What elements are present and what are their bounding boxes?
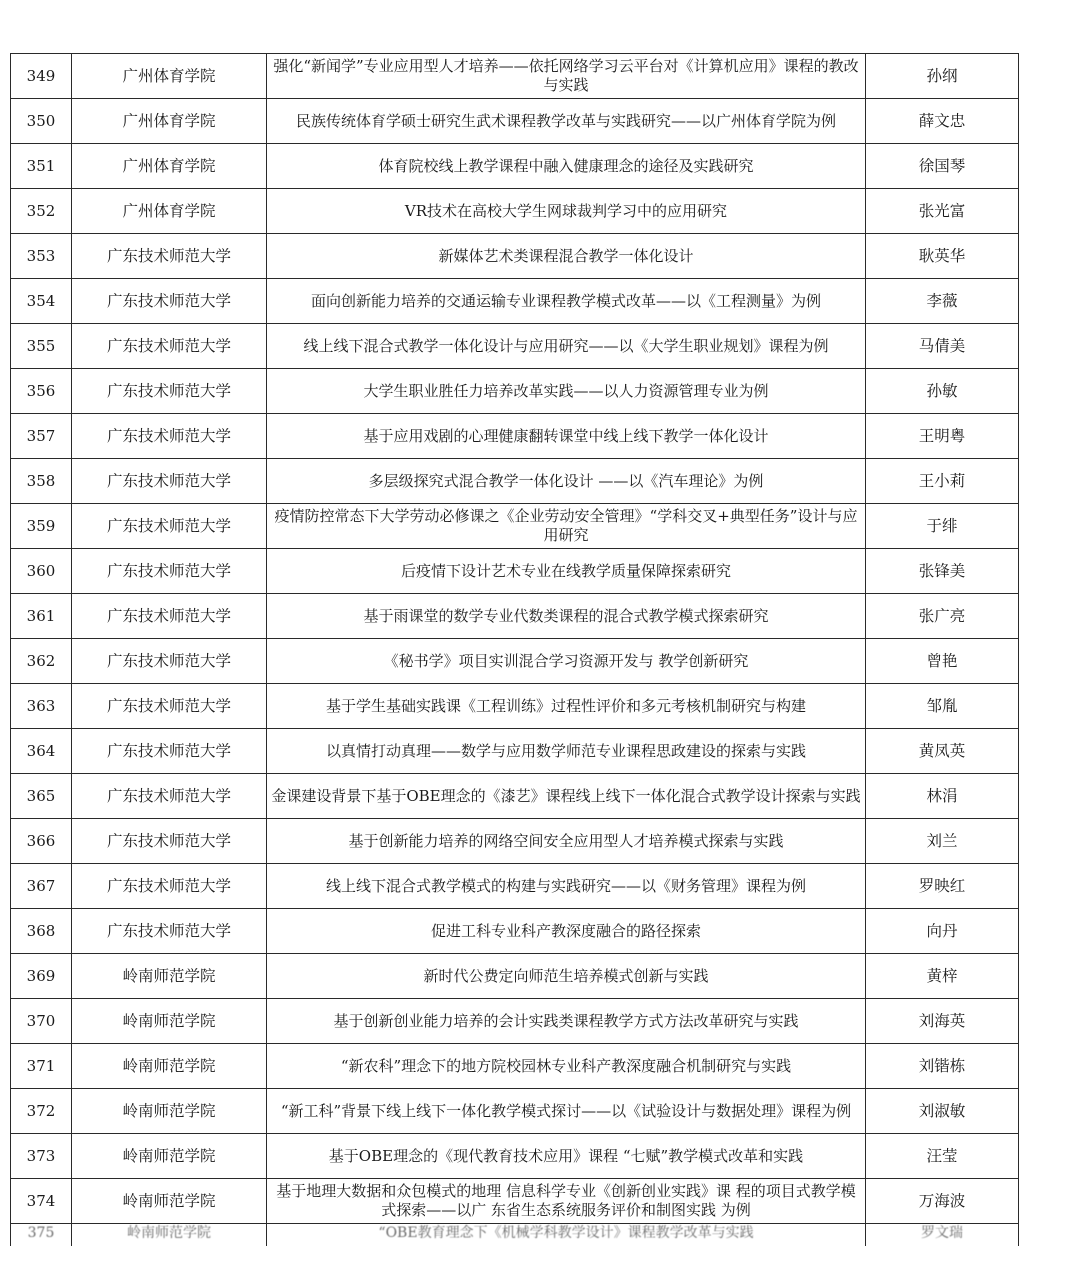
- table-row: [11, 729, 1019, 774]
- row-project-title: “新农科”理念下的地方院校园林专业科产教深度融合机制研究与实践: [267, 1044, 866, 1089]
- row-project-title: 疫情防控常态下大学劳动必修课之《企业劳动安全管理》“学科交叉+典型任务”设计与应用研究: [267, 504, 866, 549]
- row-institution: 岭南师范学院: [72, 1044, 267, 1089]
- row-number: 371: [11, 1044, 72, 1089]
- row-person: 罗映红: [866, 864, 1019, 909]
- row-project-title: 新时代公费定向师范生培养模式创新与实践: [267, 954, 866, 999]
- row-institution: 广东技术师范大学: [72, 369, 267, 414]
- row-project-title: 促进工科专业科产教深度融合的路径探索: [267, 909, 866, 954]
- table-row: [11, 369, 1019, 414]
- row-project-title: 面向创新能力培养的交通运输专业课程教学模式改革——以《工程测量》为例: [267, 279, 866, 324]
- row-project-title: 体育院校线上教学课程中融入健康理念的途径及实践研究: [267, 144, 866, 189]
- row-number: 353: [11, 234, 72, 279]
- row-person: 罗文瑞: [866, 1224, 1019, 1247]
- table-row: [11, 864, 1019, 909]
- row-institution: 广东技术师范大学: [72, 774, 267, 819]
- row-person: 张锋美: [866, 549, 1019, 594]
- row-institution: 广东技术师范大学: [72, 459, 267, 504]
- row-project-title: 《秘书学》项目实训混合学习资源开发与 教学创新研究: [267, 639, 866, 684]
- row-project-title: 线上线下混合式教学模式的构建与实践研究——以《财务管理》课程为例: [267, 864, 866, 909]
- row-project-title: 基于地理大数据和众包模式的地理 信息科学专业《创新创业实践》课 程的项目式教学模式探索——以广 东省生态系统服务评价和制图实践 为例: [267, 1179, 866, 1224]
- row-project-title: “新工科”背景下线上线下一体化教学模式探讨——以《试验设计与数据处理》课程为例: [267, 1089, 866, 1134]
- row-institution: 广东技术师范大学: [72, 909, 267, 954]
- row-person: 王小莉: [866, 459, 1019, 504]
- row-person: 刘海英: [866, 999, 1019, 1044]
- row-institution: 广东技术师范大学: [72, 864, 267, 909]
- table-row-cut-off: [11, 1224, 1019, 1247]
- row-institution: 岭南师范学院: [72, 999, 267, 1044]
- row-project-title: 大学生职业胜任力培养改革实践——以人力资源管理专业为例: [267, 369, 866, 414]
- project-list-table: [10, 53, 1019, 1246]
- table-row: [11, 414, 1019, 459]
- row-person: 马倩美: [866, 324, 1019, 369]
- row-number: 350: [11, 99, 72, 144]
- row-project-title: 基于OBE理念的《现代教育技术应用》课程 “七赋”教学模式改革和实践: [267, 1134, 866, 1179]
- table-row: [11, 459, 1019, 504]
- row-project-title: VR技术在高校大学生网球裁判学习中的应用研究: [267, 189, 866, 234]
- table-row: [11, 1089, 1019, 1134]
- row-institution: 岭南师范学院: [72, 1134, 267, 1179]
- row-institution: 岭南师范学院: [72, 1224, 267, 1247]
- row-number: 358: [11, 459, 72, 504]
- table-row: [11, 1044, 1019, 1089]
- row-institution: 广东技术师范大学: [72, 504, 267, 549]
- table-row: [11, 999, 1019, 1044]
- table-row: [11, 819, 1019, 864]
- row-project-title: 线上线下混合式教学一体化设计与应用研究——以《大学生职业规划》课程为例: [267, 324, 866, 369]
- row-person: 王明粤: [866, 414, 1019, 459]
- row-project-title: 基于学生基础实践课《工程训练》过程性评价和多元考核机制研究与构建: [267, 684, 866, 729]
- row-project-title: 后疫情下设计艺术专业在线教学质量保障探索研究: [267, 549, 866, 594]
- table-row: [11, 504, 1019, 549]
- row-number: 355: [11, 324, 72, 369]
- row-person: 曾艳: [866, 639, 1019, 684]
- row-project-title: 新媒体艺术类课程混合教学一体化设计: [267, 234, 866, 279]
- row-institution: 广东技术师范大学: [72, 594, 267, 639]
- row-project-title: 基于创新创业能力培养的会计实践类课程教学方式方法改革研究与实践: [267, 999, 866, 1044]
- row-institution: 广东技术师范大学: [72, 414, 267, 459]
- row-person: 孙敏: [866, 369, 1019, 414]
- row-person: 于绯: [866, 504, 1019, 549]
- table-row: [11, 1179, 1019, 1224]
- row-number: 370: [11, 999, 72, 1044]
- row-number: 356: [11, 369, 72, 414]
- row-person: 耿英华: [866, 234, 1019, 279]
- row-project-title: “OBE教育理念下《机械学科教学设计》课程教学改革与实践: [267, 1224, 866, 1247]
- row-person: 张光富: [866, 189, 1019, 234]
- row-institution: 广东技术师范大学: [72, 549, 267, 594]
- row-person: 薛文忠: [866, 99, 1019, 144]
- row-institution: 广东技术师范大学: [72, 234, 267, 279]
- row-person: 李薇: [866, 279, 1019, 324]
- table-row: [11, 189, 1019, 234]
- row-number: 357: [11, 414, 72, 459]
- row-project-title: 基于应用戏剧的心理健康翻转课堂中线上线下教学一体化设计: [267, 414, 866, 459]
- row-person: 黄梓: [866, 954, 1019, 999]
- row-number: 351: [11, 144, 72, 189]
- row-person: 孙纲: [866, 54, 1019, 99]
- row-person: 林涓: [866, 774, 1019, 819]
- table-row: [11, 324, 1019, 369]
- row-number: 372: [11, 1089, 72, 1134]
- row-institution: 岭南师范学院: [72, 1179, 267, 1224]
- row-number: 359: [11, 504, 72, 549]
- row-person: 刘兰: [866, 819, 1019, 864]
- table-row: [11, 684, 1019, 729]
- row-project-title: 金课建设背景下基于OBE理念的《漆艺》课程线上线下一体化混合式教学设计探索与实践: [267, 774, 866, 819]
- row-number: 374: [11, 1179, 72, 1224]
- row-project-title: 基于创新能力培养的网络空间安全应用型人才培养模式探索与实践: [267, 819, 866, 864]
- table-body: [11, 54, 1019, 1247]
- row-number: 369: [11, 954, 72, 999]
- row-number: 352: [11, 189, 72, 234]
- row-institution: 广东技术师范大学: [72, 639, 267, 684]
- row-person: 邹胤: [866, 684, 1019, 729]
- row-number: 360: [11, 549, 72, 594]
- table-row: [11, 549, 1019, 594]
- row-number: 364: [11, 729, 72, 774]
- row-project-title: 民族传统体育学硕士研究生武术课程教学改革与实践研究——以广州体育学院为例: [267, 99, 866, 144]
- row-person: 徐国琴: [866, 144, 1019, 189]
- table-row: [11, 909, 1019, 954]
- row-project-title: 以真情打动真理——数学与应用数学师范专业课程思政建设的探索与实践: [267, 729, 866, 774]
- row-number: 354: [11, 279, 72, 324]
- row-number: 365: [11, 774, 72, 819]
- row-project-title: 多层级探究式混合教学一体化设计 ——以《汽车理论》为例: [267, 459, 866, 504]
- row-institution: 岭南师范学院: [72, 1089, 267, 1134]
- row-institution: 广东技术师范大学: [72, 684, 267, 729]
- table-row: [11, 774, 1019, 819]
- table-row: [11, 234, 1019, 279]
- row-project-title: 基于雨课堂的数学专业代数类课程的混合式教学模式探索研究: [267, 594, 866, 639]
- row-institution: 广东技术师范大学: [72, 819, 267, 864]
- table-row: [11, 1134, 1019, 1179]
- row-person: 刘淑敏: [866, 1089, 1019, 1134]
- row-number: 375: [11, 1224, 72, 1247]
- row-institution: 广东技术师范大学: [72, 324, 267, 369]
- row-person: 刘锴栋: [866, 1044, 1019, 1089]
- row-number: 366: [11, 819, 72, 864]
- row-person: 黄凤英: [866, 729, 1019, 774]
- row-institution: 广州体育学院: [72, 99, 267, 144]
- table-row: [11, 54, 1019, 99]
- row-institution: 广州体育学院: [72, 144, 267, 189]
- row-number: 367: [11, 864, 72, 909]
- row-institution: 广州体育学院: [72, 189, 267, 234]
- row-number: 362: [11, 639, 72, 684]
- row-number: 368: [11, 909, 72, 954]
- row-person: 向丹: [866, 909, 1019, 954]
- row-institution: 广东技术师范大学: [72, 279, 267, 324]
- row-person: 汪莹: [866, 1134, 1019, 1179]
- row-institution: 广州体育学院: [72, 54, 267, 99]
- table-row: [11, 954, 1019, 999]
- row-institution: 岭南师范学院: [72, 954, 267, 999]
- row-person: 张广亮: [866, 594, 1019, 639]
- row-number: 373: [11, 1134, 72, 1179]
- row-number: 361: [11, 594, 72, 639]
- table-row: [11, 594, 1019, 639]
- row-person: 万海波: [866, 1179, 1019, 1224]
- table-row: [11, 279, 1019, 324]
- table-row: [11, 144, 1019, 189]
- row-number: 363: [11, 684, 72, 729]
- row-institution: 广东技术师范大学: [72, 729, 267, 774]
- row-number: 349: [11, 54, 72, 99]
- table-row: [11, 99, 1019, 144]
- table-row: [11, 639, 1019, 684]
- row-project-title: 强化“新闻学”专业应用型人才培养——依托网络学习云平台对《计算机应用》课程的教改与实践: [267, 54, 866, 99]
